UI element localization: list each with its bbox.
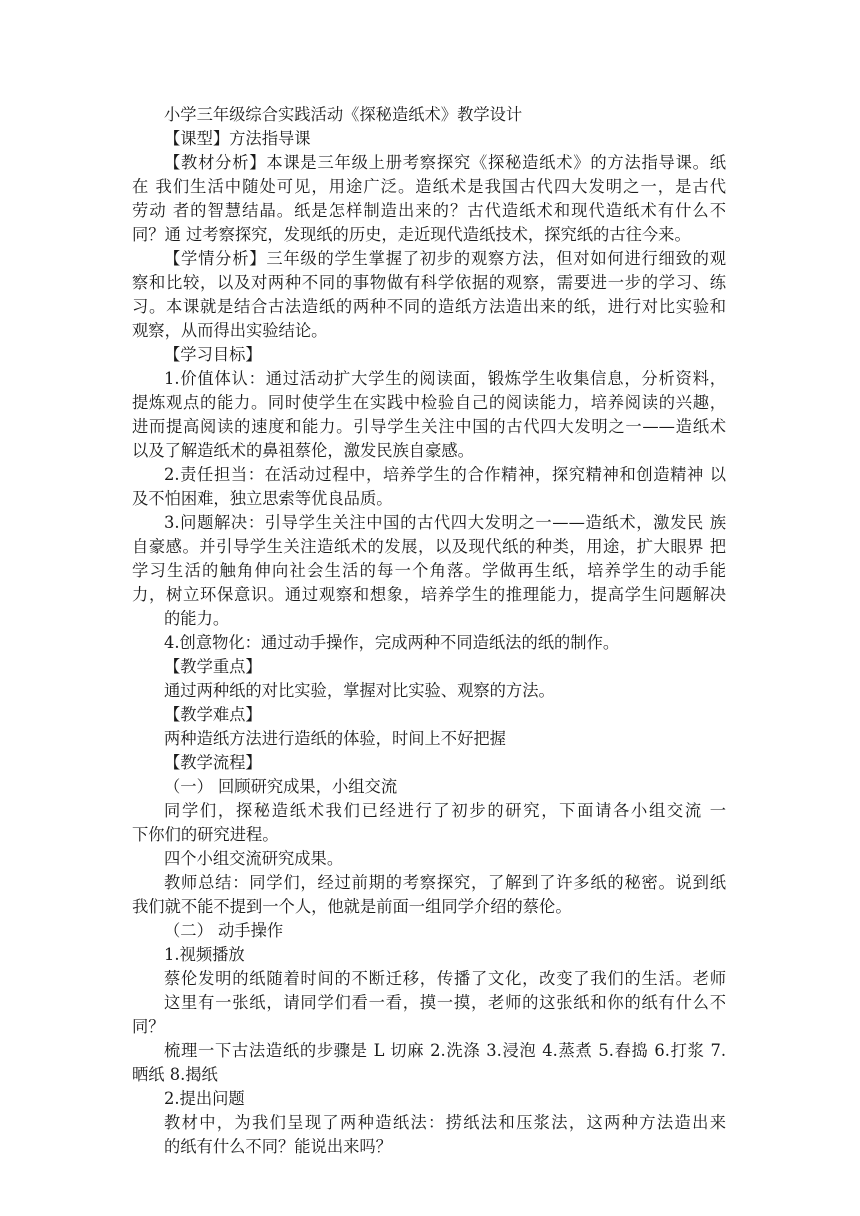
paragraph-line: 力，树立环保意识。通过观察和想象，培养学生的推理能力，提高学生问题解决 (132, 585, 726, 604)
paragraph-line: 察和比较，以及对两种不同的事物做有科学依据的观察，需要进一步的学习、练 (132, 273, 726, 292)
section-heading-key-points: 【教学重点】 (164, 657, 262, 676)
paragraph-line: 教师总结：同学们，经过前期的考察探究，了解到了许多纸的秘密。说到纸 (164, 873, 726, 892)
paragraph-line: 通过两种纸的对比实验，掌握对比实验、观察的方法。 (164, 681, 555, 700)
paragraph-line: 的纸有什么不同？能说出来吗？ (164, 1137, 392, 1156)
paragraph-line: 1.价值体认：通过活动扩大学生的阅读面，锻炼学生收集信息，分析资料， (164, 369, 726, 388)
section-heading-difficulties: 【教学难点】 (164, 705, 262, 724)
paragraph-line: 我们就不能不提到一个人，他就是前面一组同学介绍的蔡伦。 (132, 897, 572, 916)
paragraph-line: 1.视频播放 (164, 945, 245, 964)
paragraph-line: 习。本课就是结合古法造纸的两种不同的造纸方法造出来的纸，进行对比实验和 (132, 297, 726, 316)
paragraph-line: 同？通 过考察探究，发现纸的历史，走近现代造纸技术，探究纸的古往今来。 (132, 225, 691, 244)
paragraph-line: 以及了解造纸术的鼻祖蔡伦，激发民族自豪感。 (132, 441, 474, 460)
paragraph-line: 晒纸 8.揭纸 (132, 1065, 218, 1084)
document-title: 小学三年级综合实践活动《探秘造纸术》教学设计 (164, 105, 523, 124)
subsection-heading: （一） 回顾研究成果，小组交流 (164, 777, 398, 796)
paragraph-line: 【教材分析】本课是三年级上册考察探究《探秘造纸术》的方法指导课。纸 (164, 153, 726, 172)
paragraph-line: 劳动 者的智慧结晶。纸是怎样制造出来的？古代造纸术和现代造纸术有什么不 (132, 201, 726, 220)
paragraph-line: 在 我们生活中随处可见，用途广泛。造纸术是我国古代四大发明之一，是古代 (132, 177, 726, 196)
section-heading-process: 【教学流程】 (164, 753, 262, 772)
paragraph-line: 的能力。 (164, 609, 230, 628)
paragraph-line: 【学情分析】三年级的学生掌握了初步的观察方法，但对如何进行细致的观 (164, 249, 726, 268)
paragraph-line: 四个小组交流研究成果。 (164, 849, 344, 868)
paragraph-line: 同学们，探秘造纸术我们已经进行了初步的研究，下面请各小组交流 一 (164, 801, 726, 820)
paragraph-line: 及不怕困难，独立思索等优良品质。 (132, 489, 393, 508)
subsection-heading: （二） 动手操作 (164, 921, 284, 940)
section-heading-lesson-type: 【课型】方法指导课 (164, 129, 311, 148)
paragraph-line: 4.创意物化：通过动手操作，完成两种不同造纸法的纸的制作。 (164, 633, 620, 652)
paragraph-line: 进而提高阅读的速度和能力。引导学生关注中国的古代四大发明之一——造纸术 (132, 417, 726, 436)
paragraph-line: 观察，从而得出实验结论。 (132, 321, 328, 340)
section-heading-objectives: 【学习目标】 (164, 345, 262, 364)
paragraph-line: 提炼观点的能力。同时使学生在实践中检验自己的阅读能力，培养阅读的兴趣， (132, 393, 726, 412)
paragraph-line: 学习生活的触角伸向社会生活的每一个角落。学做再生纸，培养学生的动手能 (132, 561, 726, 580)
paragraph-line: 同？ (132, 1017, 165, 1036)
paragraph-line: 2.责任担当：在活动过程中，培养学生的合作精神，探究精神和创造精神 以 (164, 465, 726, 484)
paragraph-line: 3.问题解决：引导学生关注中国的古代四大发明之一——造纸术，激发民 族 (164, 513, 726, 532)
paragraph-line: 梳理一下古法造纸的步骤是 L 切麻 2.洗涤 3.浸泡 4.蒸煮 5.舂捣 6.打浆 7. (164, 1041, 726, 1060)
paragraph-line: 下你们的研究进程。 (132, 825, 279, 844)
paragraph-line: 两种造纸方法进行造纸的体验，时间上不好把握 (164, 729, 506, 748)
paragraph-line: 蔡伦发明的纸随着时间的不断迁移，传播了文化，改变了我们的生活。老师 (164, 969, 726, 988)
paragraph-line: 自豪感。并引导学生关注造纸术的发展，以及现代纸的种类，用途，扩大眼界 把 (132, 537, 726, 556)
paragraph-line: 教材中，为我们呈现了两种造纸法：捞纸法和压浆法，这两种方法造出来 (164, 1113, 726, 1132)
paragraph-line: 2.提出问题 (164, 1089, 245, 1108)
paragraph-line: 这里有一张纸，请同学们看一看，摸一摸，老师的这张纸和你的纸有什么不 (164, 993, 726, 1012)
